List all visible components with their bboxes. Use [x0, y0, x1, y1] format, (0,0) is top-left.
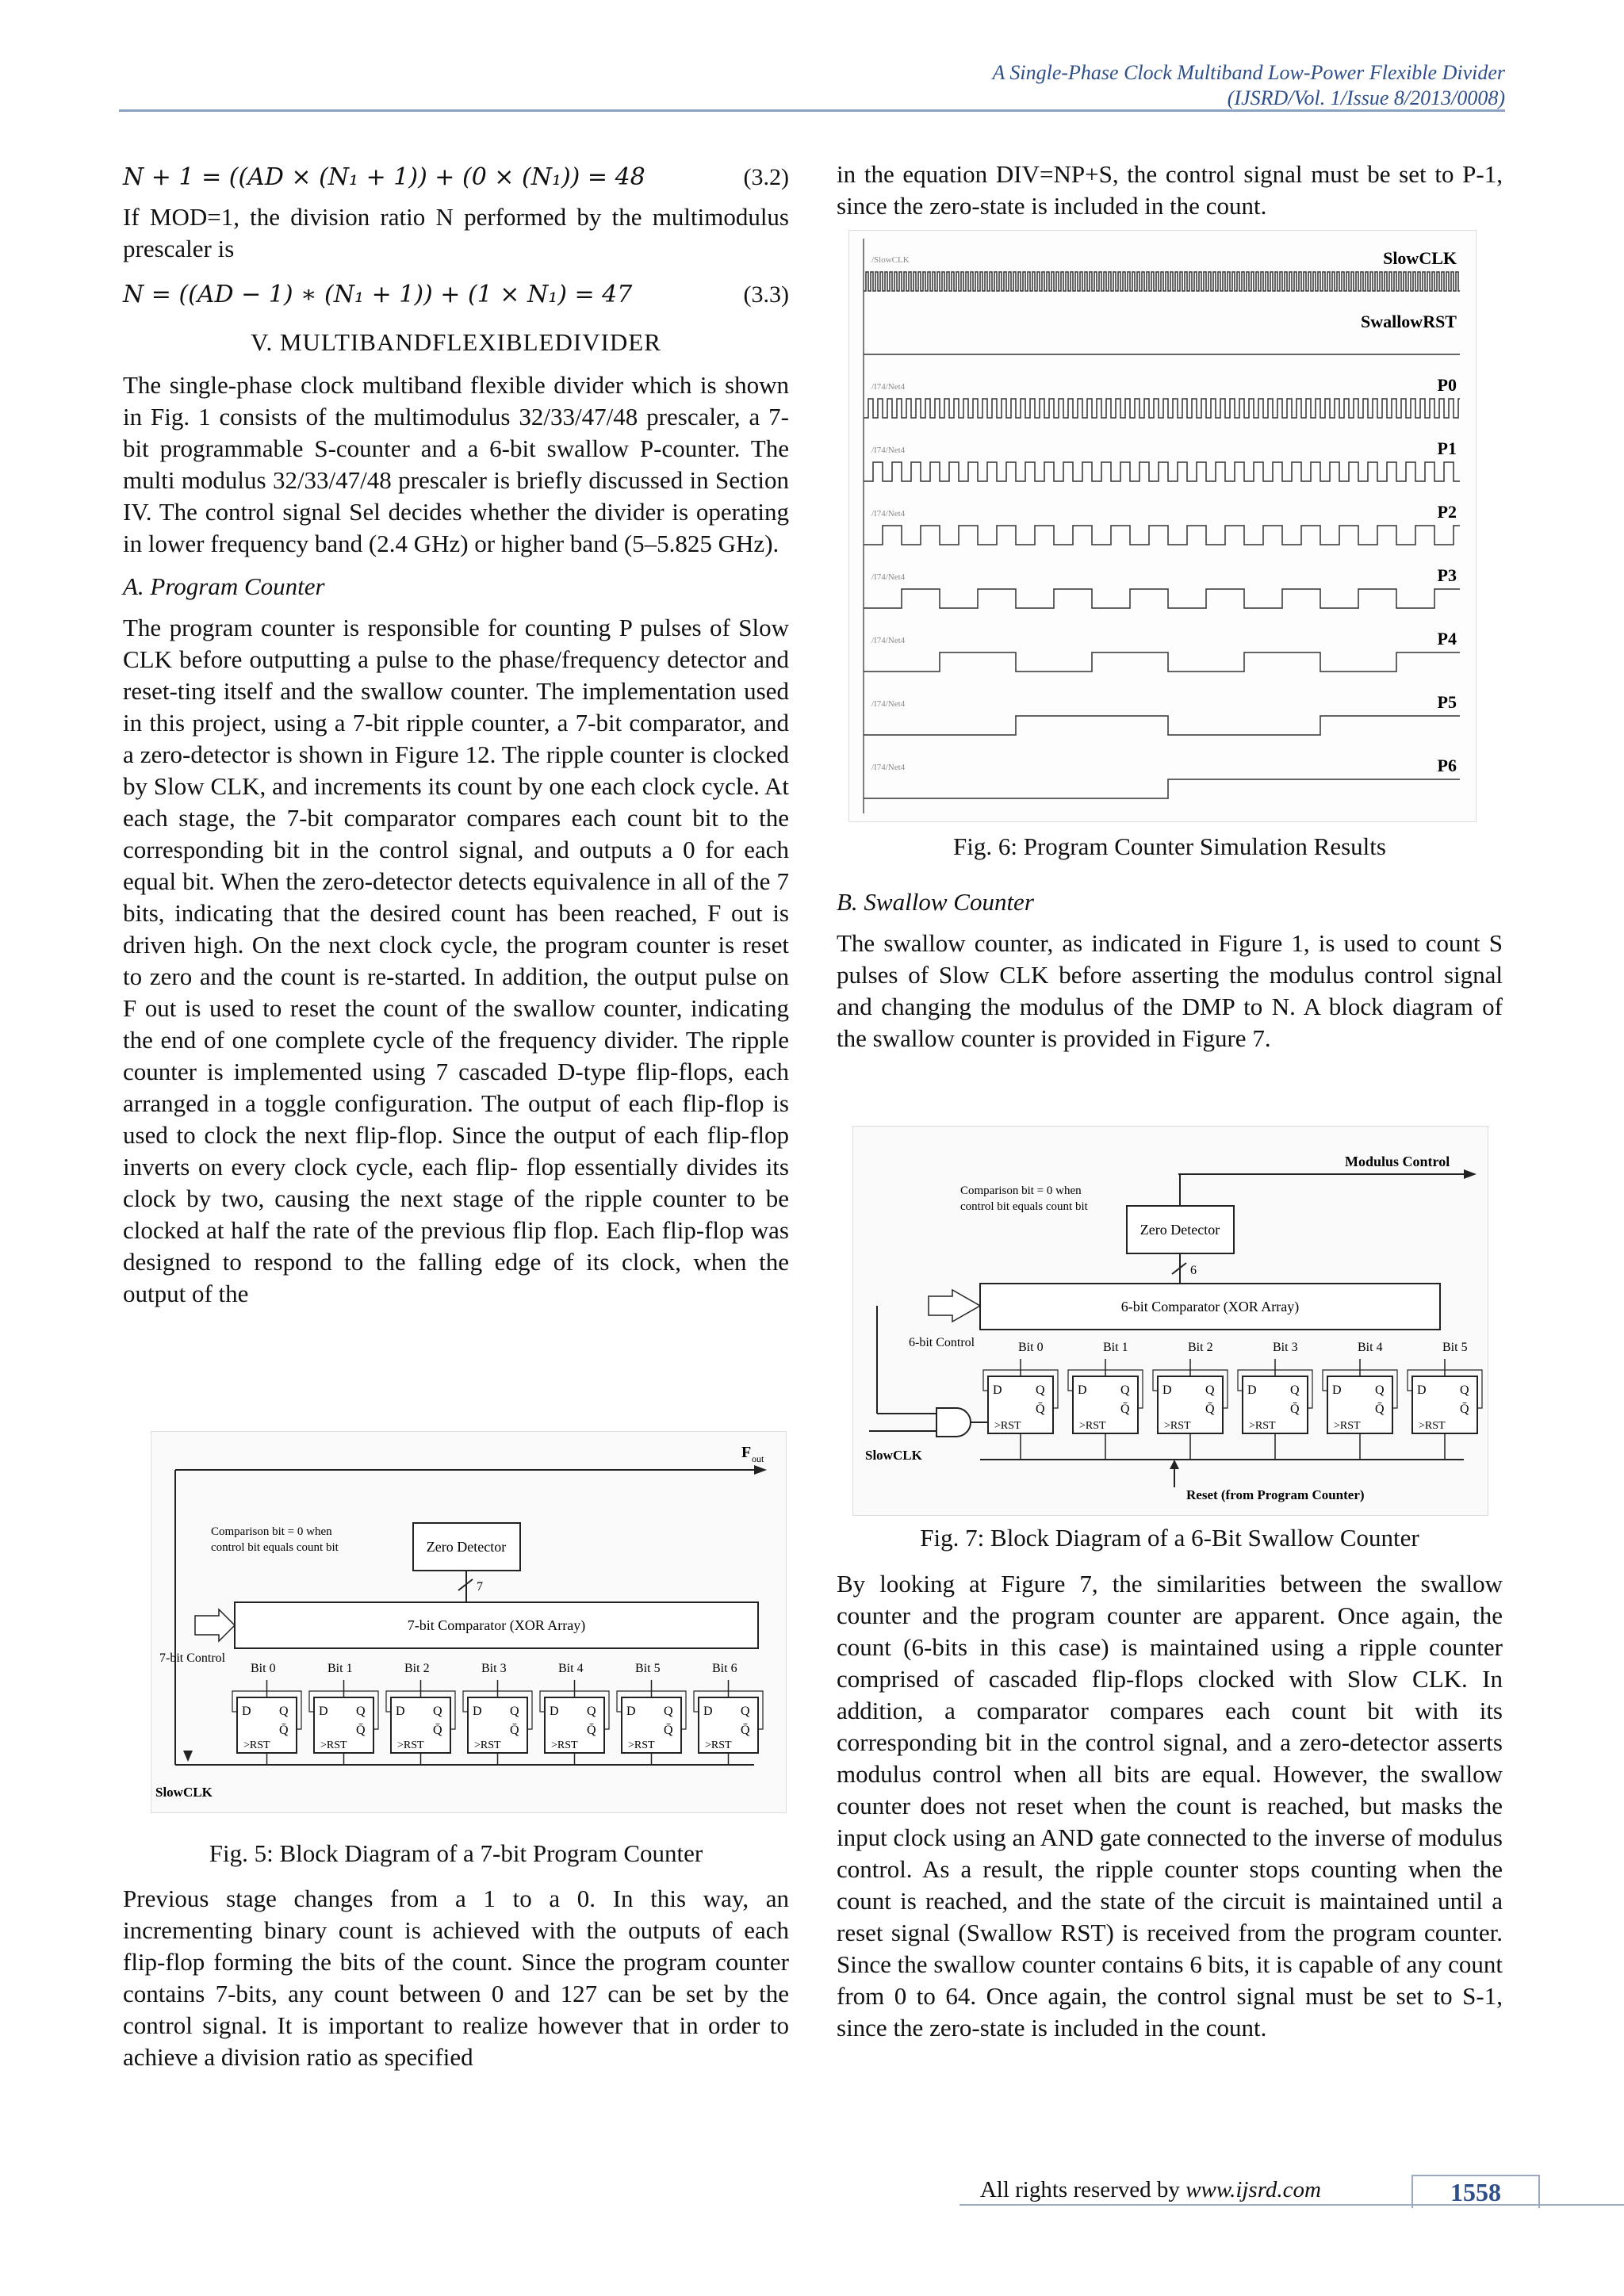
ff-rst-label: >RST [1164, 1420, 1191, 1432]
ff-rst-label: >RST [705, 1739, 732, 1751]
ff-qbar-label: Q̄ [1290, 1402, 1300, 1416]
signal-label: P0 [1437, 375, 1457, 395]
header-rule [119, 109, 1505, 112]
equation-3-2 [123, 159, 789, 195]
trace-tag: /SlowCLK [871, 255, 910, 265]
bit-label: Bit 2 [1188, 1341, 1213, 1354]
waveform-row [864, 375, 1460, 418]
bit-label: Bit 6 [712, 1662, 737, 1675]
flip-flop [309, 1680, 378, 1765]
bit-label: Bit 1 [327, 1662, 353, 1675]
bit-label: Bit 5 [635, 1662, 661, 1675]
equation-3-2-text: N + 1 = ((AD × (N₁ + 1)) + (0 × (N₁)) = 48 [123, 163, 645, 191]
bit-label: Bit 0 [251, 1662, 276, 1675]
bit-label: Bit 5 [1442, 1341, 1468, 1354]
ff-q-label: Q [1460, 1383, 1469, 1397]
section-heading: V. MULTIBANDFLEXIBLEDIVIDER [251, 328, 661, 356]
flip-flop [232, 1680, 301, 1765]
ff-d-label: D [396, 1705, 405, 1718]
waveform-row [864, 312, 1460, 354]
bit-label: Bit 4 [558, 1662, 584, 1675]
fout-sub-label: out [752, 1453, 764, 1464]
waveform-trace [864, 462, 1460, 481]
flip-flop [1068, 1359, 1143, 1460]
divider-paragraph: The single-phase clock multiband flexible divider which is shown in Fig. 1 consists of the multimodulus 32/33/47/48 prescaler, a 7-bit programmable S-counter and a 6-bit swallow P-counter. The multi modulus 32/33/47/48 prescaler is briefly discussed in Section IV. The control signal Sel decides whether the divider is operating in lower frequency band (2.4 GHz) or higher band (5–5.825 GHz). [123, 371, 789, 557]
comparator-label: 7-bit Comparator (XOR Array) [407, 1617, 586, 1633]
zero-detector-label: Zero Detector [1139, 1222, 1220, 1238]
program-counter-paragraph: The program counter is responsible for counting P pulses of Slow CLK before outputting a pulse to the phase/frequency detector and reset-ting itself and the swallow counter. The implementation used in this project, using a 7-bit ripple counter, a 7-bit comparator, and a zero-detector is shown in Figure 12. The ripple counter is clocked by Slow CLK, and increments its count by one each clock cycle. At each stage, the 7-bit comparator compares each count bit to the corresponding bit in the control signal, and outputs a 0 for each equal bit. When the zero-detector detects equivalence in all of the 7 bits, indicating that the desired count has been reached, F out is driven high. On the next clock cycle, the program counter is reset to zero and the count is re-started. In addition, the output pulse on F out is used to reset the count of the swallow counter, indicating the end of one complete cycle of the frequency divider. The ripple counter is implemented using 7 cascaded D-type flip-flops, each arranged in a toggle configuration. The output of each flip-flop is used to clock the next flip-flop. Since the output of each flip-flop inverts on every clock cycle, each flip- flop essentially divides its clock by two, causing the next stage of the ripple counter to be clocked at half the rate of the previous flip flop. Each flip-flop was designed to respond to the falling edge of its clock, when the output of the [123, 614, 789, 1307]
equation-3-3 [123, 276, 789, 312]
trace-tag: /I74/Net4 [871, 382, 906, 392]
figure-5-caption: Fig. 5: Block Diagram of a 7-bit Program Counter [209, 1839, 703, 1867]
reset-label: Reset (from Program Counter) [1186, 1487, 1365, 1502]
bit-label: Bit 1 [1103, 1341, 1128, 1354]
comparison-note-2: control bit equals count bit [211, 1541, 339, 1554]
previous-stage-paragraph: Previous stage changes from a 1 to a 0. In this way, an incrementing binary count is achieved with the outputs of each flip-flop forming the bits of the count. Since the program counter contains 7-bits, any count between 0 and 127 can be set by the control signal. It is important to realize however that in order to achieve a division ratio as specified [123, 1885, 789, 2071]
journal-issue: (IJSRD/Vol. 1/Issue 8/2013/0008) [1227, 86, 1505, 109]
subsection-program-counter: A. Program Counter [123, 572, 325, 600]
ff-qbar-label: Q̄ [433, 1724, 442, 1737]
control-label: 6-bit Control [909, 1336, 975, 1349]
flip-flop [386, 1680, 455, 1765]
flip-flop [1408, 1359, 1482, 1460]
ff-qbar-label: Q̄ [1375, 1402, 1385, 1416]
waveform-row [864, 502, 1460, 545]
ff-qbar-label: Q̄ [1036, 1402, 1045, 1416]
division-ratio-paragraph: in the equation DIV=NP+S, the control signal must be set to P-1, since the zero-state is included in the count. [837, 160, 1503, 220]
flip-flop [694, 1680, 763, 1765]
waveform-trace [864, 779, 1460, 798]
figure-7-swallow-counter-diagram [852, 1126, 1488, 1516]
figure-6-caption: Fig. 6: Program Counter Simulation Results [953, 832, 1386, 860]
trace-tag: /I74/Net4 [871, 572, 906, 582]
waveform-trace [864, 716, 1460, 735]
ff-qbar-label: Q̄ [510, 1724, 519, 1737]
and-gate [936, 1408, 971, 1437]
trace-tag: /I74/Net4 [871, 509, 906, 519]
waveform-trace [864, 272, 1460, 291]
ff-qbar-label: Q̄ [279, 1724, 289, 1737]
figure-6-simulation-results [848, 230, 1477, 822]
ff-q-label: Q [279, 1705, 289, 1718]
signal-label: SlowCLK [1383, 248, 1457, 268]
clock-label: SlowCLK [865, 1448, 922, 1463]
waveform-trace [864, 526, 1460, 545]
ff-d-label: D [1162, 1383, 1172, 1397]
ff-q-label: Q [510, 1705, 519, 1718]
ff-q-label: Q [741, 1705, 750, 1718]
comparison-note-1: Comparison bit = 0 when [211, 1525, 332, 1538]
ff-d-label: D [703, 1705, 713, 1718]
copyright-notice [980, 2177, 1321, 2203]
ff-q-label: Q [1120, 1383, 1130, 1397]
running-title: A Single-Phase Clock Multiband Low-Power Flexible Divider [992, 61, 1505, 84]
ff-qbar-label: Q̄ [356, 1724, 366, 1737]
site-link[interactable]: www.ijsrd.com [1185, 2177, 1321, 2202]
bit-label: Bit 3 [481, 1662, 507, 1675]
ff-q-label: Q [1205, 1383, 1215, 1397]
ff-q-label: Q [356, 1705, 366, 1718]
ff-d-label: D [1332, 1383, 1342, 1397]
bit-label: Bit 3 [1273, 1341, 1298, 1354]
waveform-row [864, 629, 1460, 672]
figure-7-svg [853, 1127, 1488, 1515]
waveform-row [864, 248, 1460, 291]
ff-rst-label: >RST [397, 1739, 424, 1751]
clock-label: SlowCLK [155, 1785, 213, 1800]
ff-d-label: D [242, 1705, 251, 1718]
trace-tag: /I74/Net4 [871, 636, 906, 645]
fig7-flipflops [983, 1359, 1482, 1460]
bus-width-label: 6 [1190, 1264, 1197, 1277]
ff-rst-label: >RST [1249, 1420, 1276, 1432]
flip-flop [1238, 1359, 1312, 1460]
rights-text: All rights reserved by [979, 2177, 1186, 2202]
waveform-row [864, 565, 1460, 608]
ff-d-label: D [319, 1705, 328, 1718]
swallow-counter-paragraph: The swallow counter, as indicated in Figure 1, is used to count S pulses of Slow CLK before asserting the modulus control signal and changing the modulus of the DMP to N. A block diagram of the swallow counter is provided in Figure 7. [837, 929, 1503, 1052]
bit-label: Bit 2 [404, 1662, 430, 1675]
ff-d-label: D [473, 1705, 482, 1718]
comparator-label: 6-bit Comparator (XOR Array) [1120, 1299, 1300, 1314]
ff-qbar-label: Q̄ [664, 1724, 673, 1737]
subsection-swallow-counter: B. Swallow Counter [837, 888, 1034, 916]
left-column [123, 159, 789, 1321]
right-column-middle [837, 878, 1503, 1066]
ff-d-label: D [1247, 1383, 1257, 1397]
ff-rst-label: >RST [994, 1420, 1021, 1432]
ff-q-label: Q [1036, 1383, 1045, 1397]
waveform-row [864, 438, 1460, 481]
ff-d-label: D [993, 1383, 1002, 1397]
flip-flop [983, 1359, 1058, 1460]
flip-flop [1153, 1359, 1228, 1460]
ff-qbar-label: Q̄ [741, 1724, 750, 1737]
waveform-trace [864, 589, 1460, 608]
waveform-trace [864, 652, 1460, 672]
ff-q-label: Q [664, 1705, 673, 1718]
ff-q-label: Q [1375, 1383, 1385, 1397]
ff-rst-label: >RST [551, 1739, 578, 1751]
ff-qbar-label: Q̄ [1120, 1402, 1130, 1416]
ff-qbar-label: Q̄ [1460, 1402, 1469, 1416]
figure-5-program-counter-diagram [151, 1431, 787, 1813]
flip-flop [540, 1680, 609, 1765]
fout-label: F [741, 1444, 752, 1461]
signal-label: P3 [1437, 565, 1457, 585]
ff-d-label: D [1078, 1383, 1087, 1397]
waveform-row [864, 756, 1460, 798]
zero-detector-label: Zero Detector [426, 1539, 507, 1555]
ff-q-label: Q [433, 1705, 442, 1718]
modulus-control-label: Modulus Control [1345, 1154, 1450, 1169]
equation-3-3-number: (3.3) [743, 281, 789, 308]
waveform-trace [864, 399, 1460, 418]
ff-rst-label: >RST [320, 1739, 347, 1751]
control-arrow [195, 1609, 235, 1641]
ff-rst-label: >RST [474, 1739, 501, 1751]
comparison-note-2: control bit equals count bit [960, 1200, 1088, 1213]
equation-3-3-text: N = ((AD − 1) ∗ (N₁ + 1)) + (1 × N₁) = 47 [123, 281, 633, 308]
ff-qbar-label: Q̄ [1205, 1402, 1215, 1416]
ff-rst-label: >RST [1419, 1420, 1446, 1432]
equation-3-2-number: (3.2) [743, 164, 789, 190]
ff-d-label: D [626, 1705, 636, 1718]
bus-width-label: 7 [477, 1580, 483, 1594]
signal-label: SwallowRST [1360, 312, 1457, 331]
trace-tag: /I74/Net4 [871, 763, 906, 772]
signal-label: P2 [1437, 502, 1457, 522]
flip-flop [1323, 1359, 1397, 1460]
ff-rst-label: >RST [1334, 1420, 1361, 1432]
right-column-top [837, 159, 1503, 233]
signal-label: P5 [1437, 692, 1457, 712]
ff-qbar-label: Q̄ [587, 1724, 596, 1737]
ff-rst-label: >RST [628, 1739, 655, 1751]
trace-tag: /I74/Net4 [871, 446, 906, 455]
ff-rst-label: >RST [1079, 1420, 1106, 1432]
ff-q-label: Q [587, 1705, 596, 1718]
mod-paragraph: If MOD=1, the division ratio N performed by the multimodulus prescaler is [123, 203, 789, 262]
ff-d-label: D [1417, 1383, 1427, 1397]
control-arrow [929, 1290, 980, 1322]
ff-rst-label: >RST [243, 1739, 270, 1751]
ff-d-label: D [550, 1705, 559, 1718]
flip-flop [463, 1680, 532, 1765]
figure-5-svg [151, 1432, 786, 1812]
figure-6-svg [849, 231, 1476, 821]
flip-flop [617, 1680, 686, 1765]
control-label: 7-bit Control [159, 1651, 226, 1665]
fig5-bit-labels [251, 1662, 737, 1675]
left-column-bottom [123, 1883, 789, 2084]
fig5-flipflops [232, 1680, 763, 1765]
signal-label: P1 [1437, 438, 1457, 458]
waveform-row [864, 692, 1460, 735]
comparison-note-1: Comparison bit = 0 when [960, 1184, 1082, 1197]
signal-label: P4 [1437, 629, 1457, 649]
right-column-bottom [837, 1568, 1503, 2055]
trace-tag: /I74/Net4 [871, 699, 906, 709]
fig7-bit-labels [1018, 1341, 1468, 1354]
page-number: 1558 [1411, 2175, 1540, 2208]
bit-label: Bit 0 [1018, 1341, 1044, 1354]
signal-label: P6 [1437, 756, 1457, 775]
bit-label: Bit 4 [1358, 1341, 1383, 1354]
similarities-paragraph: By looking at Figure 7, the similarities between the swallow counter and the program counter are apparent. Once again, the count (6-bits in this case) is maintained using a ripple counter comprised of cascaded flip-flops clocked with Slow CLK. In addition, a comparator compares each count bit with its corresponding bit in the control signal, and a zero-detector asserts modulus control when all bits are equal. However, the swallow counter does not reset when the count is reached, but masks the input clock using an AND gate connected to the inverse of modulus control. As a result, the ripple counter stops counting when the count is reached, and the state of the circuit is maintained until a reset signal (Swallow RST) is received from the program counter. Since the swallow counter contains 6 bits, it is capable of any count from 0 to 64. Once again, the control signal must be set to S-1, since the zero-state is included in the count. [837, 1570, 1503, 2042]
figure-7-caption: Fig. 7: Block Diagram of a 6-Bit Swallow Counter [920, 1524, 1419, 1552]
ff-q-label: Q [1290, 1383, 1300, 1397]
